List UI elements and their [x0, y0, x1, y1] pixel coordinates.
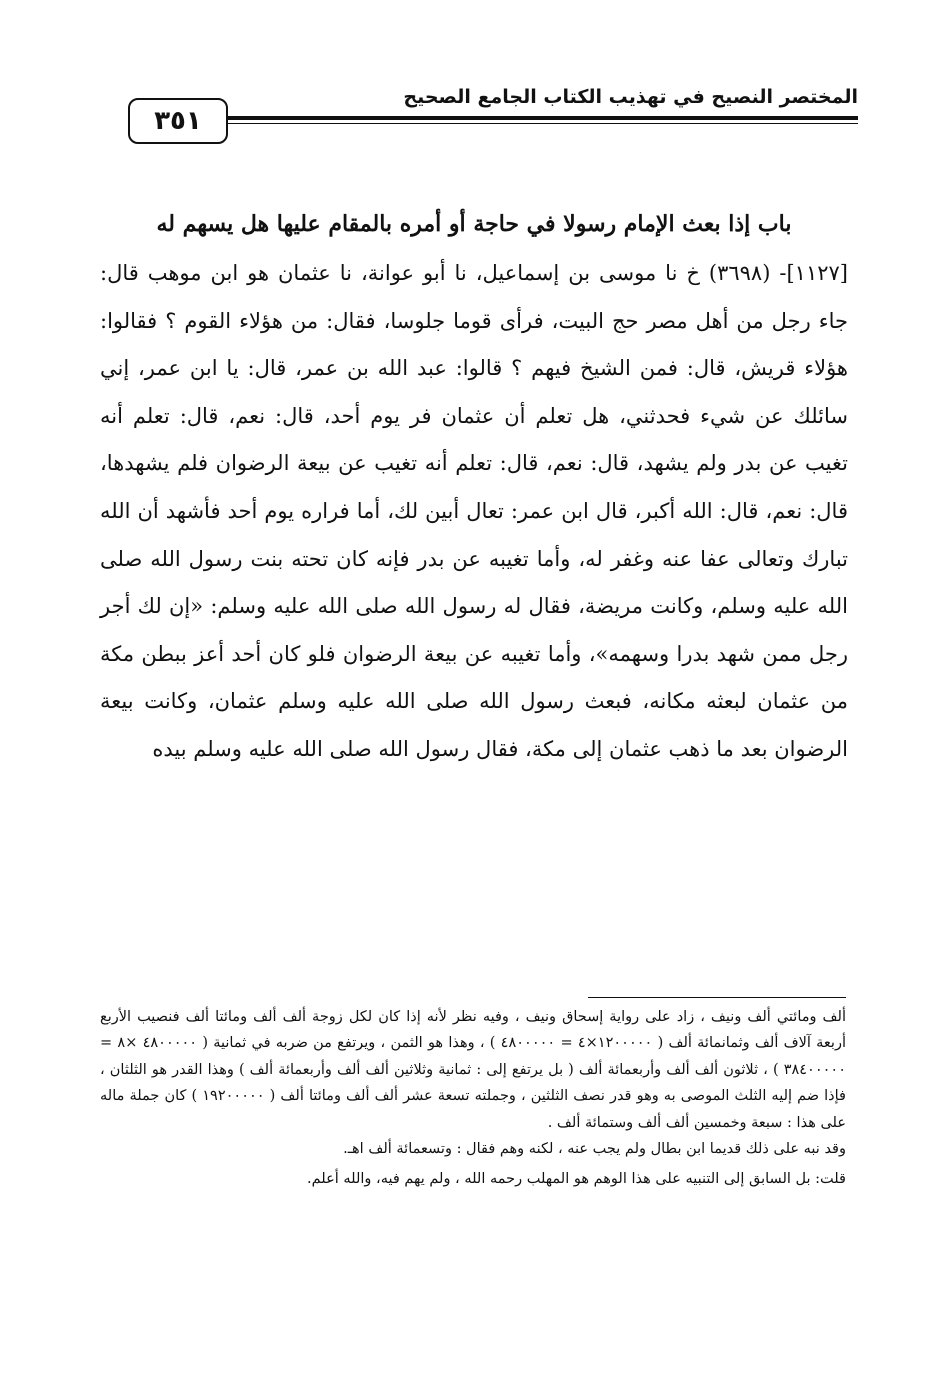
page-number: ٣٥١	[128, 98, 228, 144]
hadith-text: [١١٢٧]- (٣٦٩٨) خ نا موسى بن إسماعيل، نا أبو عوانة، نا عثمان هو ابن موهب قال: جاء رجل من أهل مصر حج البيت، فرأى قوما جلوسا، فقال: من هؤلاء القوم ؟ فقالوا: هؤلاء قريش، قال: فمن الشيخ فيهم ؟ قالوا: عبد الله بن عمر، قال: يا ابن عمر، إني سائلك عن شيء فحدثني، هل تعلم أن عثمان فر يوم أحد، قال: نعم، قال: تعلم أنه تغيب عن بدر ولم يشهد، قال: نعم، قال: تعلم أنه تغيب عن بيعة الرضوان فلم يشهدها، قال: نعم، قال: الله أكبر، قال ابن عمر: تعال أبين لك، أما فراره يوم أحد فأشهد أن الله تبارك وتعالى عفا عنه وغفر له، وأما تغيبه عن بدر فإنه كان تحته بنت رسول الله صلى الله عليه وسلم، وكانت مريضة، فقال له رسول الله صلى الله عليه وسلم: «إن لك أجر رجل ممن شهد بدرا وسهمه»، وأما تغيبه عن بيعة الرضوان فلو كان أحد أعز ببطن مكة من عثمان لبعثه مكانه، فبعث رسول الله صلى الله عليه وسلم عثمان، وكانت بيعة الرضوان بعد ما ذهب عثمان إلى مكة، فقال رسول الله صلى الله عليه وسلم بيده	[100, 261, 848, 761]
header-rule-thin	[228, 123, 858, 124]
footnote-divider	[588, 997, 846, 998]
header-rule	[228, 116, 858, 120]
main-content	[100, 200, 848, 774]
footnote-paragraph: قلت: بل السابق إلى التنبيه على هذا الوهم هو المهلب رحمه الله ، ولم يهم فيه، والله أعلم.	[307, 1171, 846, 1188]
running-title: المختصر النصيح في تهذيب الكتاب الجامع الصحيح	[403, 86, 858, 108]
footnotes	[100, 1004, 846, 1193]
footnote-paragraph: ألف ومائتي ألف ونيف ، زاد على رواية إسحاق ونيف ، وفيه نظر لأنه إذا كان لكل زوجة ألف ألف ومائتا ألف فنصيب الأربع أربعة آلاف ألف وثمانمائة ألف ( ١٢٠٠٠٠٠×٤ = ٤٨٠٠٠٠٠ ) ، وهذا هو الثمن ، ويرتفع من ضربه في ثمانية ( ٤٨٠٠٠٠٠ ×٨ = ٣٨٤٠٠٠٠٠ ) ، ثلاثون ألف ألف وأربعمائة ألف ( بل يرتفع إلى : ثمانية وثلاثين ألف ألف وأربعمائة ألف ) وهذا القدر هو الثلثان ، فإذا ضم إليه الثلث الموصى به وهو قدر نصف الثلثين ، وجملته تسعة عشر ألف ألف ومائتا ألف ( ١٩٢٠٠٠٠٠ ) كان جملة ماله على هذا : سبعة وخمسين ألف ألف وستمائة ألف .	[100, 1009, 846, 1131]
page-header	[118, 82, 858, 146]
footnote-paragraph: وقد نبه على ذلك قديما ابن بطال ولم يجب عنه ، لكنه وهم فقال : وتسعمائة ألف اهـ.	[343, 1141, 846, 1158]
chapter-title: باب إذا بعث الإمام رسولا في حاجة أو أمره بالمقام عليها هل يسهم له	[156, 211, 792, 237]
